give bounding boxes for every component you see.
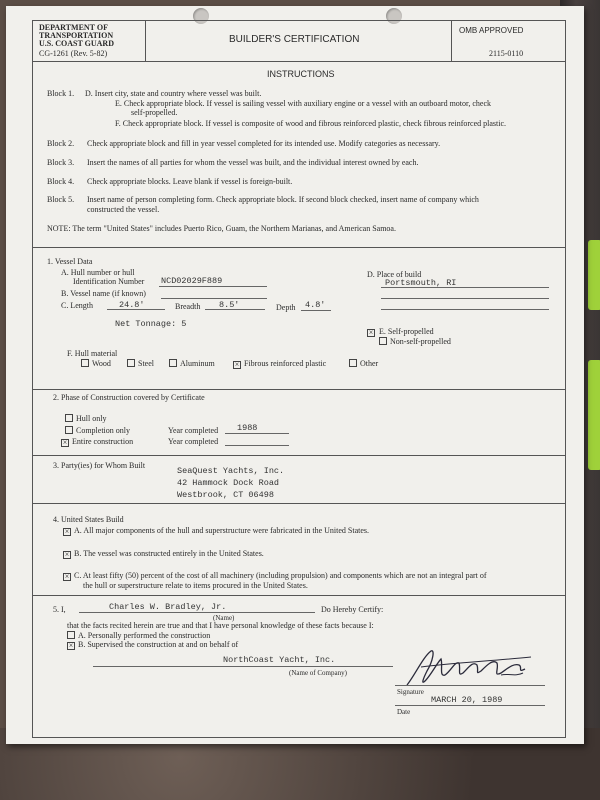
- block3-label: Block 3.: [47, 158, 75, 167]
- year-completed-label-2: Year completed: [168, 437, 219, 446]
- date-value[interactable]: MARCH 20, 1989: [431, 695, 503, 705]
- vessel-name-label: B. Vessel name (if known): [61, 289, 146, 298]
- instructions-heading: INSTRUCTIONS: [267, 69, 335, 79]
- wood-checkbox[interactable]: [81, 359, 89, 367]
- hull-only-checkbox[interactable]: [65, 414, 73, 422]
- vessel-heading: 1. Vessel Data: [47, 257, 93, 266]
- block5-label: Block 5.: [47, 195, 75, 204]
- completion-only-checkbox[interactable]: [65, 426, 73, 434]
- party-city[interactable]: Westbrook, CT 06498: [177, 490, 274, 500]
- name-caption: (Name): [213, 614, 235, 622]
- hull-number-label2: Identification Number: [73, 277, 145, 286]
- cert-b-checkbox[interactable]: ×: [68, 641, 74, 650]
- hull-material-label: F. Hull material: [67, 349, 118, 358]
- hull-only-label: Hull only: [76, 414, 107, 423]
- date-caption: Date: [397, 708, 411, 716]
- completion-only-label: Completion only: [76, 426, 130, 435]
- block4-label: Block 4.: [47, 177, 75, 186]
- block1-label: Block 1.: [47, 89, 75, 98]
- steel-label: Steel: [138, 359, 154, 368]
- cert-prefix: 5. I,: [53, 605, 66, 614]
- block4-text: Check appropriate blocks. Leave blank if vessel is foreign-built.: [87, 177, 293, 186]
- length-value[interactable]: 24.8': [119, 300, 145, 310]
- block1-d: D. Insert city, state and country where vessel was built.: [85, 89, 262, 98]
- agency-line3: U.S. COAST GUARD: [39, 39, 114, 48]
- other-checkbox[interactable]: [349, 359, 357, 367]
- breadth-value[interactable]: 8.5': [219, 300, 240, 310]
- signature-caption: Signature: [397, 688, 424, 696]
- omb-label: OMB APPROVED: [459, 26, 524, 35]
- cert-a-label: A. Personally performed the construction: [78, 631, 211, 640]
- facts-text: that the facts recited herein are true and that I have personal knowledge of these facts because I:: [67, 621, 374, 630]
- cert-b-label: B. Supervised the construction at and on behalf of: [78, 640, 239, 649]
- phase-heading: 2. Phase of Construction covered by Certificate: [53, 393, 205, 402]
- us-build-b-checkbox[interactable]: ×: [64, 550, 70, 559]
- block1-f: F. Check appropriate block. If vessel is composite of wood and fibrous reinforced plastic, check fibrous reinforced plastic.: [115, 119, 507, 128]
- us-build-a-label: A. All major components of the hull and superstructure were fabricated in the United States.: [74, 526, 370, 535]
- parties-heading: 3. Party(ies) for Whom Built: [53, 461, 146, 470]
- agency-line1: DEPARTMENT OF: [39, 23, 108, 32]
- block5-line2: constructed the vessel.: [87, 205, 160, 214]
- wood-label: Wood: [92, 359, 111, 368]
- frp-label: Fibrous reinforced plastic: [244, 359, 327, 368]
- green-tab-lower: [588, 360, 600, 470]
- form-frame: [32, 20, 566, 738]
- company-caption: (Name of Company): [289, 669, 347, 677]
- us-build-a-checkbox[interactable]: ×: [64, 527, 70, 536]
- non-self-propelled-label: Non-self-propelled: [390, 337, 451, 346]
- net-tonnage: Net Tonnage: 5: [115, 319, 187, 329]
- hull-number-label: A. Hull number or hull: [61, 268, 135, 277]
- entire-construction-checkbox[interactable]: ×: [62, 438, 68, 447]
- us-build-c-line2: the hull or superstructure relate to items procured in the United States.: [83, 581, 308, 590]
- depth-value[interactable]: 4.8': [305, 300, 326, 310]
- form-number: CG-1261 (Rev. 5-82): [39, 49, 108, 58]
- agency-line2: TRANSPORTATION: [39, 31, 114, 40]
- self-propelled-label: E. Self-propelled: [379, 327, 434, 336]
- green-tab-upper: [588, 240, 600, 310]
- steel-checkbox[interactable]: [127, 359, 135, 367]
- omb-number: 2115-0110: [489, 49, 524, 58]
- block2-label: Block 2.: [47, 139, 75, 148]
- place-of-build-label: D. Place of build: [367, 270, 422, 279]
- length-label: C. Length: [61, 301, 93, 310]
- block1-e-line1: E. Check appropriate block. If vessel is sailing vessel with auxiliary engine or a vessel with an outboard motor, check: [115, 99, 492, 108]
- party-name[interactable]: SeaQuest Yachts, Inc.: [177, 466, 285, 476]
- us-build-c-checkbox[interactable]: ×: [64, 572, 70, 581]
- certifier-name[interactable]: Charles W. Bradley, Jr.: [109, 602, 227, 612]
- aluminum-label: Aluminum: [180, 359, 215, 368]
- block3-text: Insert the names of all parties for whom the vessel was built, and the individual interest owned by each.: [87, 158, 419, 167]
- other-label: Other: [360, 359, 379, 368]
- party-address[interactable]: 42 Hammock Dock Road: [177, 478, 280, 488]
- year-completed-label: Year completed: [168, 426, 219, 435]
- breadth-label: Breadth: [175, 302, 201, 311]
- frp-checkbox[interactable]: ×: [234, 360, 240, 369]
- certify-text: Do Hereby Certify:: [321, 605, 384, 614]
- block2-text: Check appropriate block and fill in year vessel completed for its intended use. Modify categories as necessary.: [87, 139, 441, 148]
- entire-construction-label: Entire construction: [72, 437, 134, 446]
- year-completed-value[interactable]: 1988: [237, 423, 258, 433]
- aluminum-checkbox[interactable]: [169, 359, 177, 367]
- block5-line1: Insert name of person completing form. Check appropriate block. If second block checked, insert name of company which: [87, 195, 479, 204]
- hull-number-value[interactable]: NCD02029F889: [161, 276, 223, 286]
- company-name[interactable]: NorthCoast Yacht, Inc.: [223, 655, 336, 665]
- us-build-b-label: B. The vessel was constructed entirely in the United States.: [74, 549, 264, 558]
- non-self-propelled-checkbox[interactable]: [379, 337, 387, 345]
- self-propelled-checkbox[interactable]: ×: [368, 328, 374, 337]
- form-title: BUILDER'S CERTIFICATION: [229, 34, 360, 45]
- place-of-build-value[interactable]: Portsmouth, RI: [385, 278, 457, 288]
- cert-a-checkbox[interactable]: [67, 631, 75, 639]
- us-build-c-label: C. At least fifty (50) percent of the cost of all machinery (including propulsion) and components which are not an integral part of: [74, 571, 487, 580]
- signature-image: [401, 647, 541, 689]
- block1-e-line2: self-propelled.: [131, 108, 178, 117]
- depth-label: Depth: [276, 303, 296, 312]
- instructions-note: NOTE: The term "United States" includes Puerto Rico, Guam, the Northern Marianas, and American Samoa.: [47, 224, 396, 233]
- form-paper: [6, 6, 584, 744]
- us-build-heading: 4. United States Build: [53, 515, 124, 524]
